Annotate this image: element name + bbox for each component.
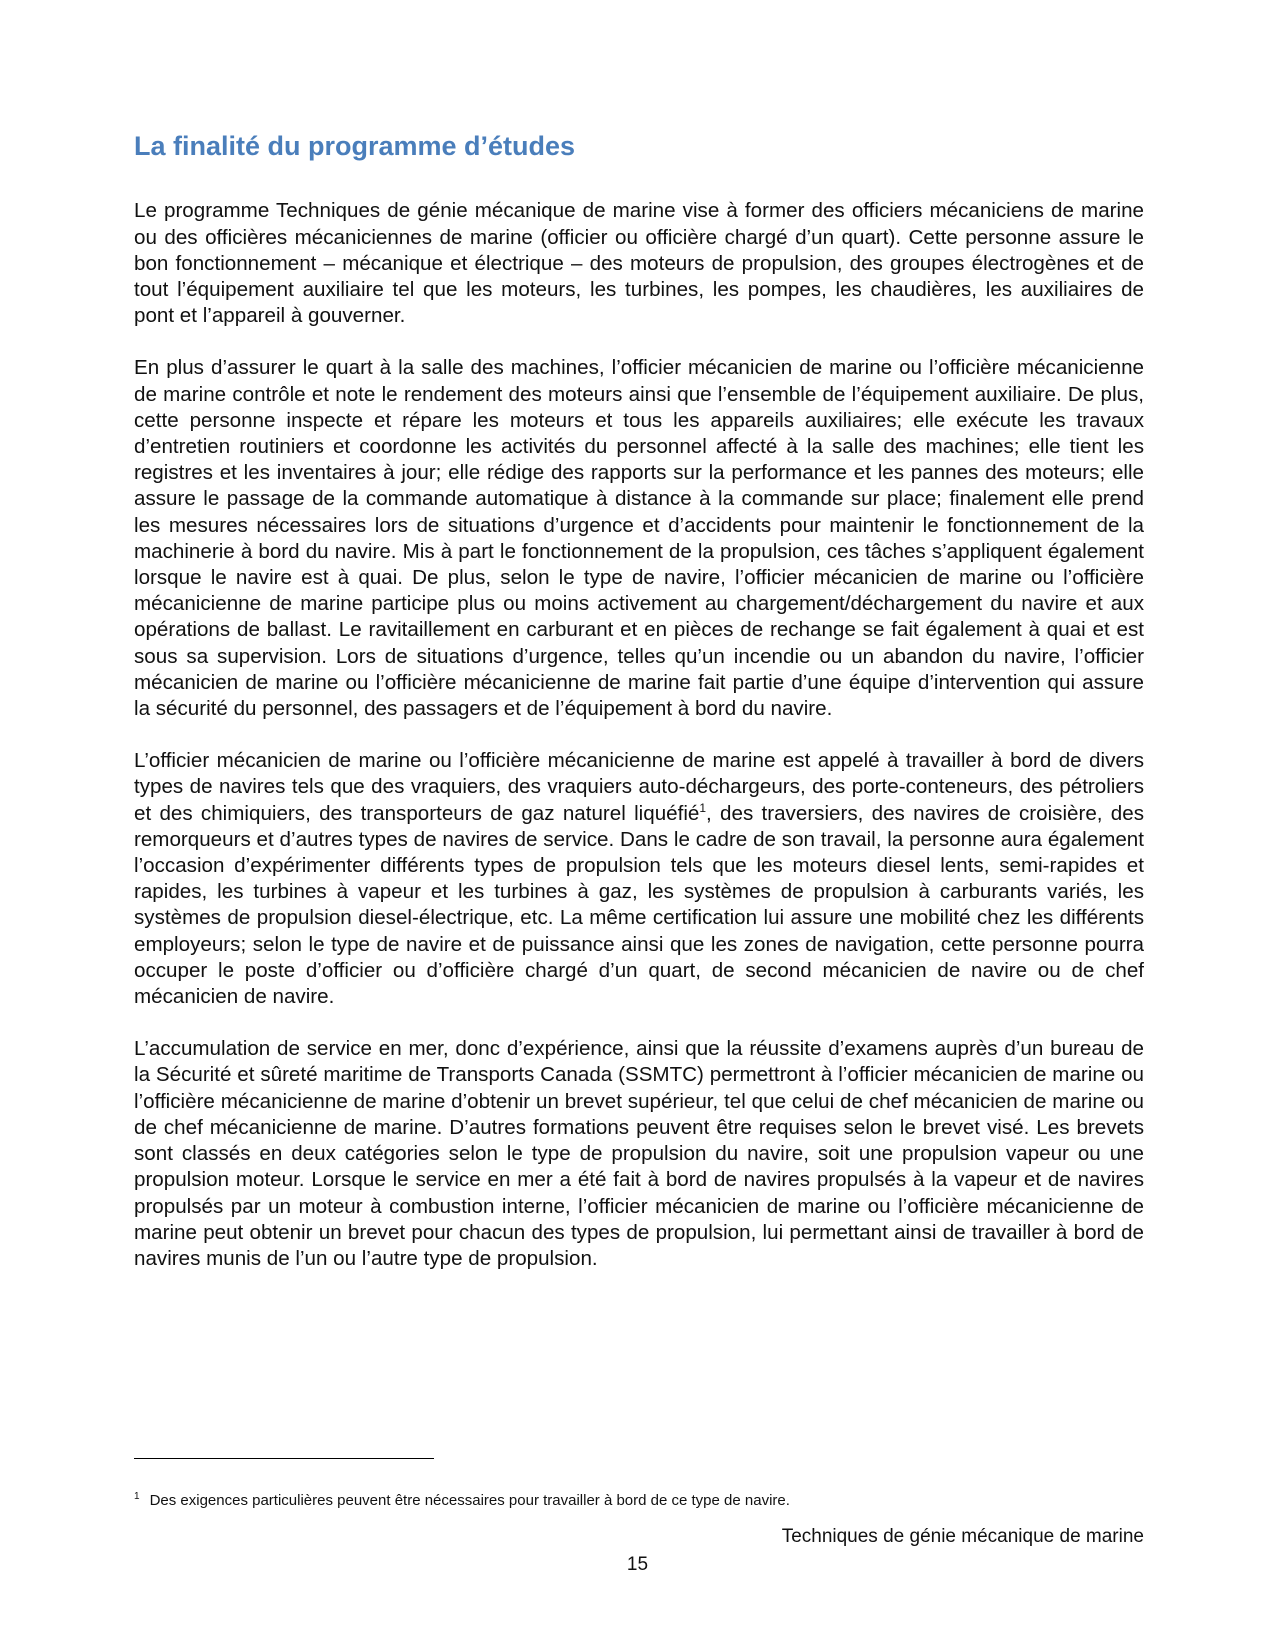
- footnote-divider: [134, 1458, 434, 1459]
- page-number: 15: [626, 1554, 649, 1575]
- footer-title: Techniques de génie mécanique de marine: [781, 1526, 1144, 1547]
- paragraph-1: Le programme Techniques de génie mécanique de marine vise à former des officiers mécaniciens de marine ou des officières mécaniciennes de marine (officier ou officière chargé d’un quart). Cette personne assure le bon fonctionnement – mécanique et électrique – des moteurs de propulsion, des groupes électrogènes et de tout l’équipement auxiliaire tel que les moteurs, les turbines, les pompes, les chaudières, les auxiliaires de pont et l’appareil à gouverner.: [134, 199, 1144, 328]
- page-title: La finalité du programme d’études: [134, 131, 576, 161]
- paragraph-3-text-b: , des traversiers, des navires de croisière, des remorqueurs et d’autres types de navires de service. Dans le cadre de son travail, la personne aura également l’occasion d’expérimenter différents types de propulsion tels que les moteurs diesel lents, semi-rapides et rapides, les turbines à vapeur et les turbines à gaz, les systèmes de propulsion à carburants variés, les systèmes de propulsion diesel-électrique, etc. La même certification lui assure une mobilité chez les différents employeurs; selon le type de navire et de puissance ainsi que les zones de navigation, cette personne pourra occuper le poste d’officier ou d’officière chargé d’un quart, de second mécanicien de navire ou de chef mécanicien de navire.: [134, 801, 1145, 1009]
- footnote-text: Des exigences particulières peuvent être nécessaires pour travailler à bord de ce type de navire.: [149, 1492, 790, 1509]
- footnote: [134, 1487, 1144, 1511]
- paragraph-4: L’accumulation de service en mer, donc d’expérience, ainsi que la réussite d’examens auprès d’un bureau de la Sécurité et sûreté maritime de Transports Canada (SSMTC) permettront à l’officier mécanicien de marine ou l’officière mécanicienne de marine d’obtenir un brevet supérieur, tel que celui de chef mécanicien de marine ou de chef mécanicienne de marine. D’autres formations peuvent être requises selon le brevet visé. Les brevets sont classés en deux catégories selon le type de propulsion du navire, soit une propulsion vapeur ou une propulsion moteur. Lorsque le service en mer a été fait à bord de navires propulsés à la vapeur et de navires propulsés par un moteur à combustion interne, l’officier mécanicien de marine ou l’officière mécanicienne de marine peut obtenir un brevet pour chacun des types de propulsion, lui permettant ainsi de travailler à bord de navires munis de l’un ou l’autre type de propulsion.: [134, 1037, 1144, 1270]
- footnote-reference[interactable]: 1: [699, 800, 707, 815]
- paragraph-3: [134, 748, 1144, 1010]
- footnote-number: 1: [134, 1491, 140, 1502]
- paragraph-2: En plus d’assurer le quart à la salle des machines, l’officier mécanicien de marine ou l’officière mécanicienne de marine contrôle et note le rendement des moteurs ainsi que l’ensemble de l’équipement auxiliaire. De plus, cette personne inspecte et répare les moteurs et tous les appareils auxiliaires; elle exécute les travaux d’entretien routiniers et coordonne les activités du personnel affecté à la salle des machines; elle tient les registres et les inventaires à jour; elle rédige des rapports sur la performance et les pannes des moteurs; elle assure le passage de la commande automatique à distance à la commande sur place; finalement elle prend les mesures nécessaires lors de situations d’urgence et d’accidents pour maintenir le fonctionnement de la machinerie à bord du navire. Mis à part le fonctionnement de la propulsion, ces tâches s’appliquent également lorsque le navire est à quai. De plus, selon le type de navire, l’officier mécanicien de marine ou l’officière mécanicienne de marine participe plus ou moins activement au chargement/déchargement du navire et aux opérations de ballast. Le ravitaillement en carburant et en pièces de rechange se fait également à quai et est sous sa supervision. Lors de situations d’urgence, telles qu’un incendie ou un abandon du navire, l’officier mécanicien de marine ou l’officière mécanicienne de marine fait partie d’une équipe d’intervention qui assure la sécurité du personnel, des passagers et de l’équipement à bord du navire.: [134, 356, 1144, 721]
- page-body: [134, 130, 1144, 1298]
- paragraph-3-text-a: L’officier mécanicien de marine ou l’officière mécanicienne de marine est appelé à travailler à bord de divers types de navires tels que des vraquiers, des vraquiers auto-déchargeurs, des porte-conteneurs, des pétroliers et des chimiquiers, des transporteurs de gaz naturel liquéfié: [134, 749, 1144, 825]
